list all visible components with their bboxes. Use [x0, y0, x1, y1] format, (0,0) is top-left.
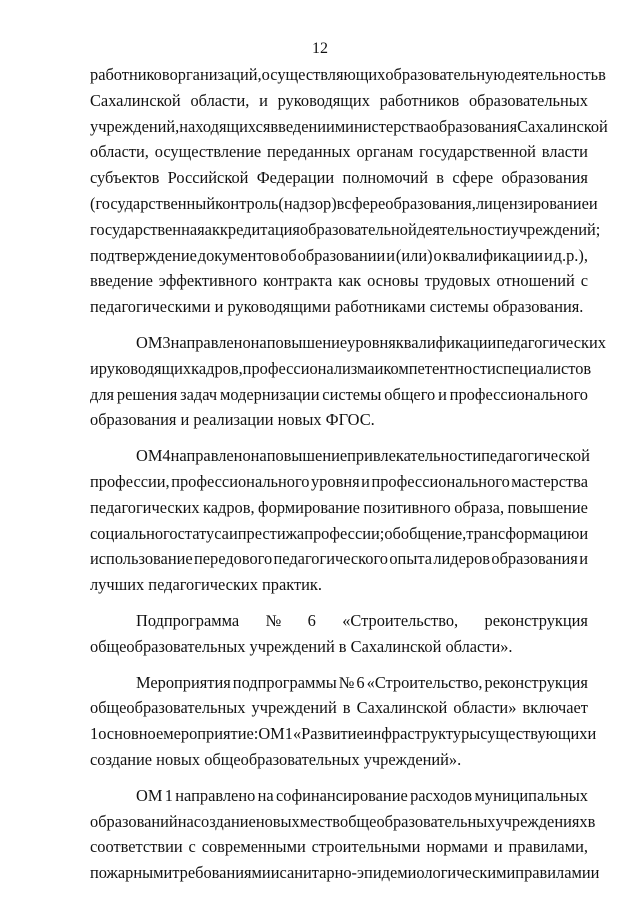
- text-line: общеобразовательных учреждений в Сахалинской области» включает: [90, 698, 588, 718]
- text-line: профессии, профессионального уровня и профессионального мастерства: [90, 471, 588, 491]
- text-line: использование передового педагогического опыта лидеров образования и: [90, 549, 588, 569]
- text-line: педагогическими и руководящими работниками системы образования.: [90, 297, 584, 317]
- text-line: лучших педагогических практик.: [90, 575, 322, 595]
- text-line: субъектов Российской Федерации полномочий в сфере образования: [90, 168, 588, 188]
- page-number: 12: [312, 40, 328, 57]
- text-line: государственная аккредитация образовательной деятельности учреждений;: [90, 219, 601, 239]
- text-line: общеобразовательных учреждений в Сахалинской области».: [90, 636, 513, 656]
- text-line: Подпрограмма № 6 «Строительство, реконструкция: [136, 610, 588, 630]
- text-line: Мероприятия подпрограммы № 6 «Строительство, реконструкция: [136, 672, 588, 692]
- text-line: соответствии с современными строительными нормами и правилами,: [90, 837, 588, 857]
- text-line: работников организаций, осуществляющих образовательную деятельность в: [90, 65, 606, 84]
- text-line: и руководящих кадров, профессионализма и компетентности специалистов: [90, 358, 592, 378]
- text-line: Сахалинской области, и руководящих работников образовательных: [90, 90, 588, 110]
- paragraph: [90, 670, 597, 773]
- text-line: введение эффективного контракта как основы трудовых отношений с: [90, 271, 588, 291]
- text-line: образований на создание новых мест в общеобразовательных учреждениях в: [90, 811, 596, 831]
- text-line: ОМ 3 направлено на повышение уровня квалификации педагогических: [136, 332, 606, 352]
- text-line: (государственный контроль (надзор) в сфере образования, лицензирование и: [90, 193, 598, 213]
- text-line: области, осуществление переданных органам государственной власти: [90, 142, 588, 162]
- text-line: 1 основное мероприятие: ОМ 1 «Развитие инфраструктуры существующих и: [90, 724, 597, 744]
- text-line: учреждений, находящихся в ведении министерства образования Сахалинской: [90, 116, 608, 136]
- paragraph: [90, 443, 588, 598]
- text-line: ОМ 4 направлено на повышение привлекательности педагогической: [136, 446, 590, 466]
- text-line: пожарными требованиями и санитарно-эпидемиологическими правилами и: [90, 863, 600, 883]
- subprogram-heading: [90, 608, 588, 660]
- text-line: ОМ 1 направлено на софинансирование расходов муниципальных: [136, 785, 588, 805]
- paragraph: [90, 330, 606, 433]
- paragraph: [90, 62, 608, 320]
- text-line: подтверждение документов об образовании и (или) о квалификации и д.р.),: [90, 245, 588, 265]
- document-body: [90, 62, 608, 896]
- text-line: для решения задач модернизации системы общего и профессионального: [90, 384, 588, 404]
- text-line: образования и реализации новых ФГОС.: [90, 410, 375, 430]
- text-line: социального статуса и престижа профессии; обобщение, трансформацию и: [90, 523, 589, 543]
- text-line: создание новых общеобразовательных учреждений».: [90, 749, 462, 769]
- text-line: педагогических кадров, формирование позитивного образа, повышение: [90, 497, 588, 517]
- paragraph: [90, 783, 600, 886]
